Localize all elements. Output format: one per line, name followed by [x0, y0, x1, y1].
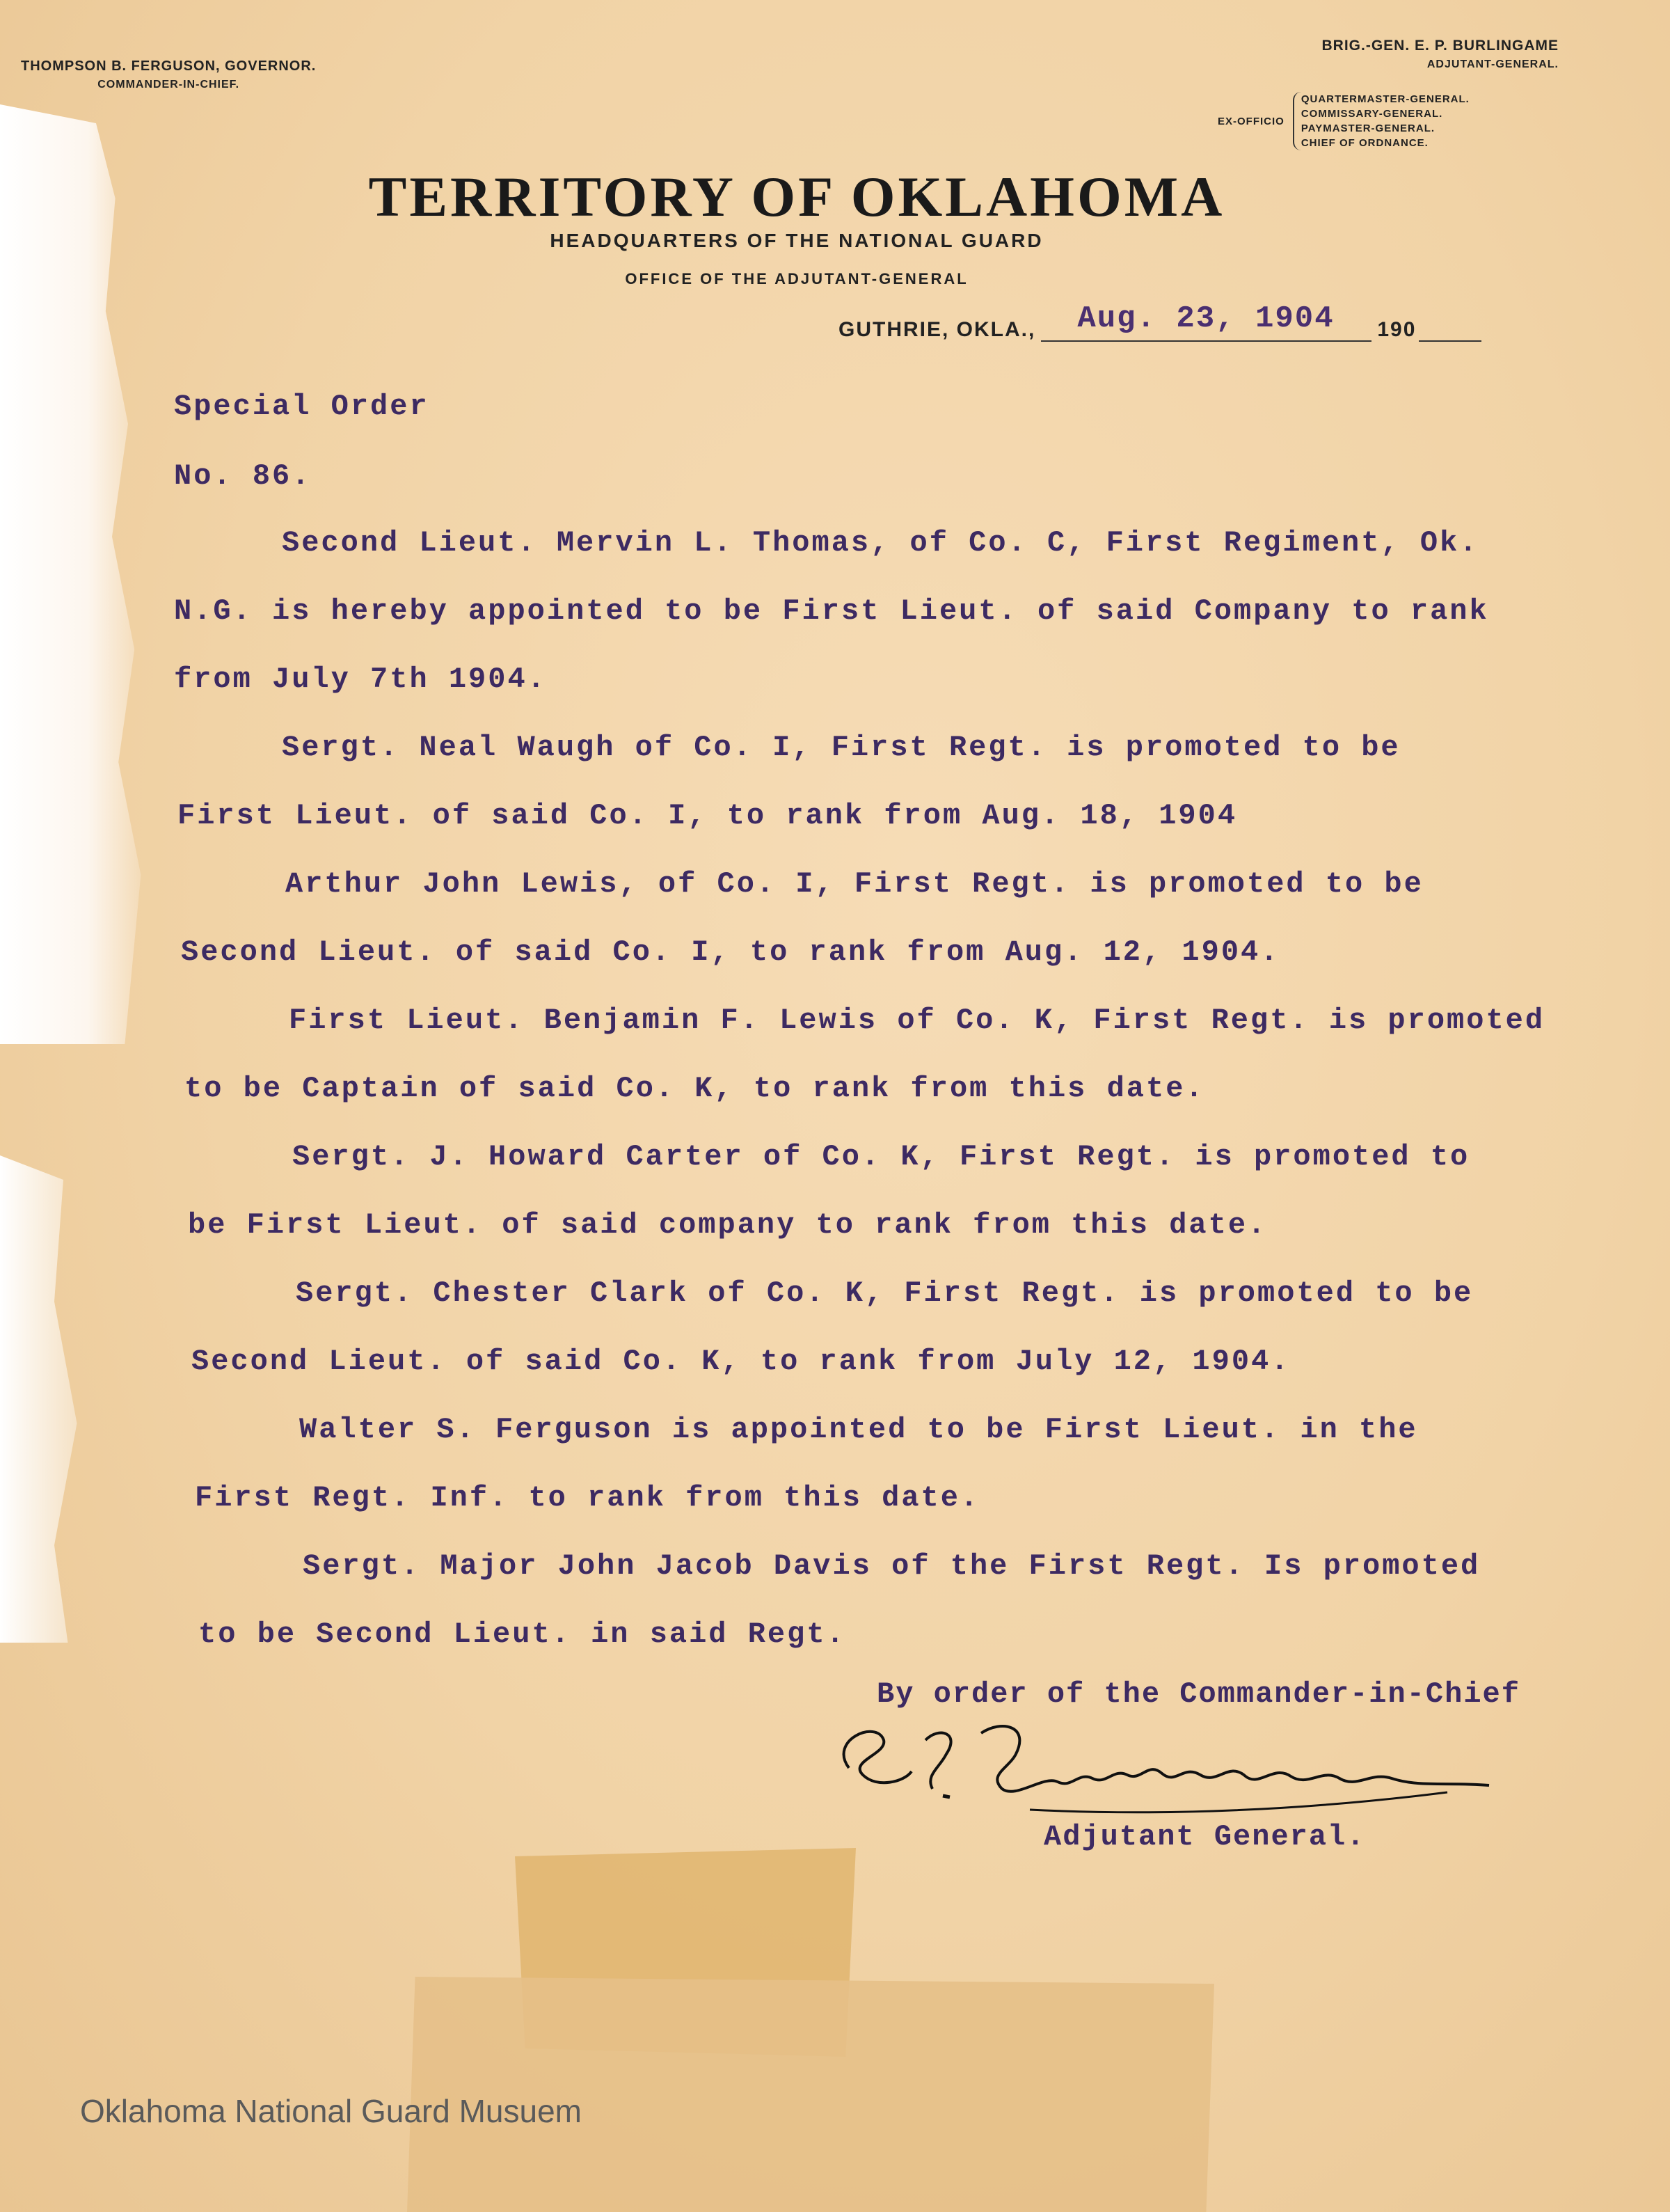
- order-line: from July 7th 1904.: [174, 663, 547, 696]
- typed-date: Aug. 23, 1904: [1077, 301, 1335, 336]
- year-blank: [1419, 340, 1481, 342]
- ex-officio-roles: [1293, 92, 1470, 150]
- order-line: to be Captain of said Co. K, to rank from this date.: [184, 1072, 1205, 1105]
- governor-block: [21, 58, 316, 91]
- order-line: First Lieut. Benjamin F. Lewis of Co. K, First Regt. is promoted: [289, 1004, 1545, 1037]
- year-prefix: 190: [1377, 318, 1417, 341]
- date-blank: [1041, 301, 1371, 342]
- adjutant-title: ADJUTANT-GENERAL.: [1426, 58, 1559, 70]
- order-line: Sergt. Neal Waugh of Co. I, First Regt. is promoted to be: [282, 731, 1401, 764]
- ex-officio-role: QUARTERMASTER-GENERAL.: [1301, 93, 1470, 105]
- order-line: Second Lieut. of said Co. I, to rank from Aug. 12, 1904.: [181, 935, 1280, 969]
- order-line: Arthur John Lewis, of Co. I, First Regt. is promoted to be: [285, 867, 1424, 901]
- order-line: be First Lieut. of said company to rank from this date.: [188, 1208, 1268, 1242]
- ex-officio-block: [1218, 92, 1470, 150]
- ex-officio-role: CHIEF OF ORDNANCE.: [1301, 137, 1429, 149]
- order-line: Sergt. Chester Clark of Co. K, First Regt. is promoted to be: [296, 1277, 1474, 1310]
- order-heading: Special Order: [174, 390, 429, 423]
- ex-officio-role: COMMISSARY-GENERAL.: [1301, 108, 1443, 120]
- signature: [821, 1712, 1517, 1824]
- closing-line: By order of the Commander-in-Chief: [877, 1677, 1520, 1711]
- ex-officio-label: EX-OFFICIO: [1218, 115, 1285, 127]
- letterhead-office: OFFICE OF THE ADJUTANT-GENERAL: [625, 270, 969, 287]
- museum-watermark: Oklahoma National Guard Musuem: [80, 2093, 582, 2129]
- order-line: to be Second Lieut. in said Regt.: [198, 1618, 846, 1651]
- order-line: Second Lieut. of said Co. K, to rank from July 12, 1904.: [191, 1345, 1291, 1378]
- adjutant-block: [1322, 38, 1559, 71]
- letterhead-title: TERRITORY OF OKLAHOMA: [368, 165, 1225, 228]
- order-line: Second Lieut. Mervin L. Thomas, of Co. C, First Regiment, Ok.: [282, 526, 1479, 560]
- order-line: Sergt. Major John Jacob Davis of the First Regt. Is promoted: [303, 1549, 1481, 1583]
- letterhead-subtitle: HEADQUARTERS OF THE NATIONAL GUARD: [550, 230, 1044, 251]
- adjutant-name: BRIG.-GEN. E. P. BURLINGAME: [1321, 38, 1559, 54]
- dateline: [838, 301, 1481, 342]
- governor-name: THOMPSON B. FERGUSON, GOVERNOR.: [21, 58, 317, 74]
- order-line: N.G. is hereby appointed to be First Lieut. of said Company to rank: [174, 594, 1489, 628]
- order-number: No. 86.: [174, 459, 312, 493]
- order-line: First Lieut. of said Co. I, to rank from Aug. 18, 1904: [177, 799, 1238, 832]
- signer-title: Adjutant General.: [1044, 1820, 1366, 1854]
- place-label: GUTHRIE, OKLA.,: [838, 318, 1036, 341]
- ex-officio-role: PAYMASTER-GENERAL.: [1301, 123, 1436, 134]
- governor-title: COMMANDER-IN-CHIEF.: [97, 79, 240, 90]
- order-line: First Regt. Inf. to rank from this date.: [195, 1481, 980, 1515]
- order-line: Sergt. J. Howard Carter of Co. K, First Regt. is promoted to: [292, 1140, 1470, 1174]
- order-line: Walter S. Ferguson is appointed to be First Lieut. in the: [299, 1413, 1418, 1446]
- year-prefix-group: [1377, 318, 1481, 342]
